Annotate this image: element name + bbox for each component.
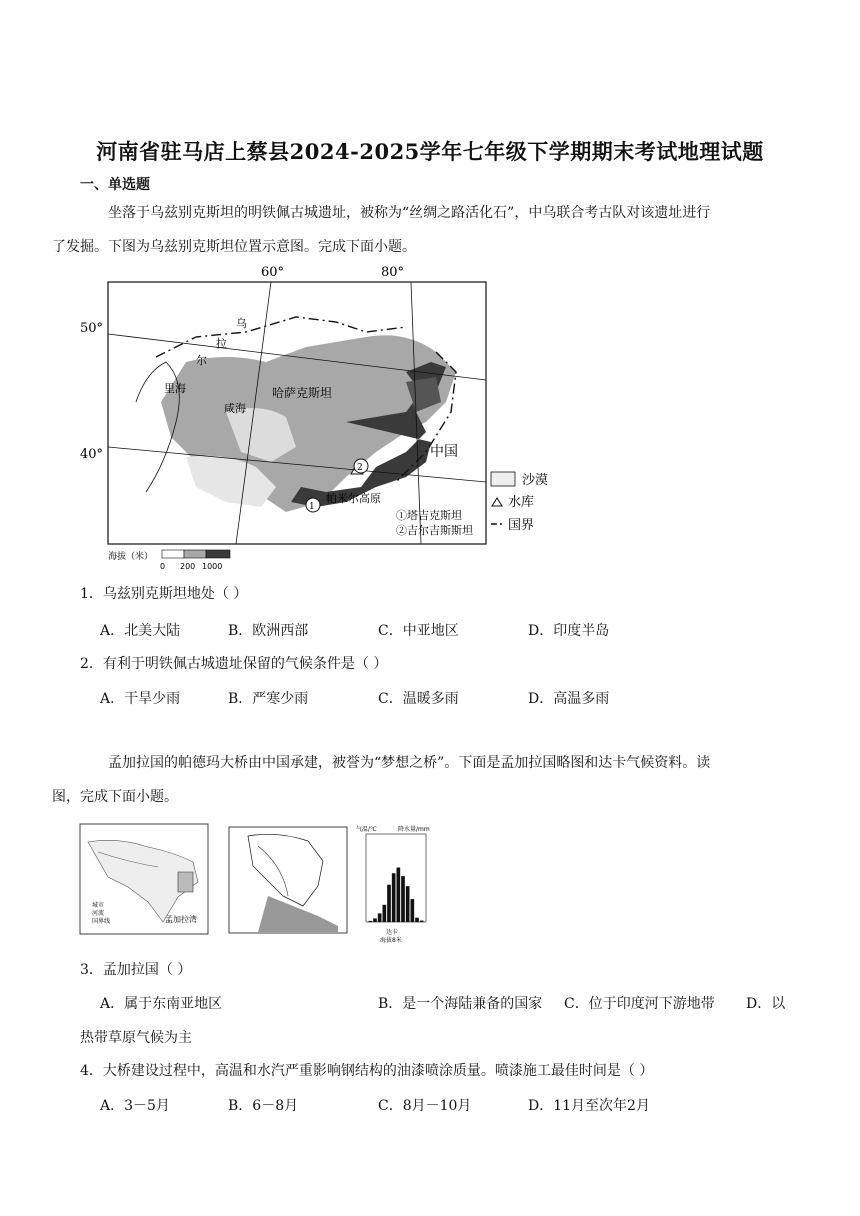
precip-bar-2 [373, 918, 377, 922]
uzbekistan-location-map [76, 262, 576, 574]
legend-desert: 沙漠 [522, 473, 549, 488]
svg-text:乌: 乌 [236, 317, 247, 330]
lat-50-label: 50° [80, 321, 104, 336]
q3-option-d[interactable]: D．以 [746, 996, 786, 1012]
precip-bar-9 [406, 886, 410, 922]
south-asia-map [78, 822, 210, 936]
precip-bar-10 [411, 899, 415, 922]
question-3-stem: 3．孟加拉国（ ） [80, 962, 192, 978]
precip-bar-11 [415, 918, 419, 922]
q4-option-c[interactable]: C．8月－10月 [378, 1098, 472, 1114]
svg-text:拉: 拉 [216, 337, 227, 350]
legend-border: 国界 [508, 518, 535, 533]
svg-text:海拔8米: 海拔8米 [380, 937, 402, 944]
q1-option-a[interactable]: A．北美大陆 [100, 623, 181, 639]
precip-bar-12 [420, 921, 424, 922]
precip-bar-1 [369, 921, 373, 922]
q3-option-b[interactable]: B．是一个海陆兼备的国家 [378, 996, 543, 1012]
q1-option-b[interactable]: B．欧洲西部 [228, 623, 309, 639]
svg-text:国界线: 国界线 [92, 918, 111, 925]
svg-text:尔: 尔 [196, 354, 207, 367]
lon-60-label: 60° [261, 265, 285, 280]
precip-bar-3 [378, 913, 382, 922]
question-4-stem: 4．大桥建设过程中，高温和水汽严重影响钢结构的油漆喷涂质量。喷漆施工最佳时间是（ ） [80, 1063, 654, 1079]
q2-option-c[interactable]: C．温暖多雨 [378, 691, 459, 707]
svg-text:达卡: 达卡 [386, 929, 399, 936]
svg-text:海拔（米）: 海拔（米） [108, 552, 154, 562]
precip-bar-6 [392, 873, 396, 922]
q3-option-a[interactable]: A．属于东南亚地区 [100, 996, 223, 1012]
svg-text:200: 200 [180, 562, 196, 571]
page-title: 河南省驻马店上蔡县2024-2025学年七年级下学期期末考试地理试题 [96, 139, 764, 164]
legend-reservoir: 水库 [508, 495, 535, 510]
svg-text:1000: 1000 [202, 562, 223, 571]
svg-text:城市: 城市 [92, 902, 105, 909]
q1-option-d[interactable]: D．印度半岛 [528, 623, 610, 639]
svg-text:2: 2 [357, 463, 363, 473]
lon-80-label: 80° [381, 265, 405, 280]
precip-bar-5 [387, 885, 391, 922]
svg-text:0: 0 [160, 562, 166, 571]
q1-option-c[interactable]: C．中亚地区 [378, 623, 459, 639]
pamir-label: 帕米尔高原 [326, 492, 381, 505]
svg-text:降水量/mm: 降水量/mm [398, 826, 430, 833]
bangladesh-detail-map [228, 826, 348, 934]
intro-paragraph-2: 孟加拉国的帕德玛大桥由中国承建，被誉为“梦想之桥”。下面是孟加拉国略图和达卡气候资料。读 图，完成下面小题。 [52, 755, 711, 805]
bay-of-bengal-label: 孟加拉湾 [165, 915, 197, 924]
q2-option-a[interactable]: A．干旱少雨 [100, 691, 181, 707]
q2-option-b[interactable]: B．严寒少雨 [228, 691, 309, 707]
question-2-stem: 2．有利于明铁佩古城遗址保留的气候条件是（ ） [80, 656, 388, 672]
precip-bar-8 [401, 876, 405, 922]
precip-bar-4 [383, 905, 387, 922]
q2-option-d[interactable]: D．高温多雨 [528, 691, 610, 707]
caspian-label: 里海 [164, 382, 186, 395]
q3-option-d-continued: 热带草原气候为主 [80, 1030, 192, 1046]
aral-label: 咸海 [224, 402, 246, 415]
kazakhstan-label: 哈萨克斯坦 [272, 386, 333, 400]
section-heading: 一、单选题 [80, 177, 150, 193]
svg-text:河流: 河流 [92, 910, 105, 917]
q4-option-d[interactable]: D．11月至次年2月 [528, 1098, 650, 1114]
note-kyrgyzstan: ②吉尔吉斯斯坦 [396, 524, 473, 537]
svg-text:1: 1 [309, 502, 315, 512]
intro-paragraph-1: 坐落于乌兹别克斯坦的明铁佩古城遗址，被称为“丝绸之路活化石”，中乌联合考古队对该遗址进行 了发掘。下图为乌兹别克斯坦位置示意图。完成下面小题。 [52, 205, 711, 255]
lat-40-label: 40° [80, 447, 104, 462]
note-tajikistan: ①塔吉克斯坦 [396, 509, 462, 522]
q4-option-b[interactable]: B．6－8月 [228, 1098, 299, 1114]
china-label: 中国 [430, 444, 458, 460]
dhaka-climate-chart [350, 824, 440, 944]
svg-text:气温/℃: 气温/℃ [356, 826, 377, 833]
precip-bar-7 [397, 868, 401, 922]
q4-option-a[interactable]: A．3－5月 [100, 1098, 170, 1114]
q3-option-c[interactable]: C．位于印度河下游地带 [564, 996, 715, 1012]
question-1-stem: 1．乌兹别克斯坦地处（ ） [80, 586, 248, 602]
